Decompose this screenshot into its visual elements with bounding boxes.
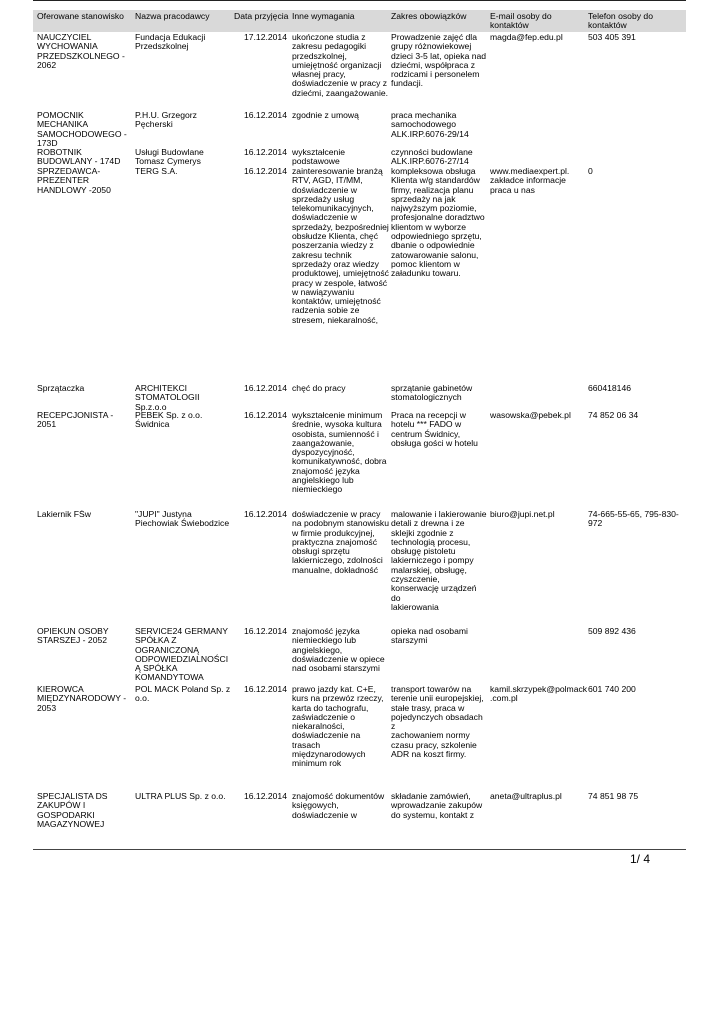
cell-employer: ARCHITEKCI STOMATOLOGII Sp.z.o.o: [135, 384, 200, 412]
cell-phone: 0: [588, 167, 593, 176]
cell-duties: kompleksowa obsługa Klienta w/g standardów firmy, realizacja planu sprzedaży na jak najwyższym poziomie, profesjonalne doradztwo klientom w wyborze odpowiedniego sprzętu, dbanie o odpowiednie zatowarowanie salonu, pomoc klientom w załadunku towaru.: [391, 167, 485, 279]
cell-date: 16.12.2014: [243, 411, 287, 420]
cell-requirements: wykształcenie minimum średnie, wysoka kultura osobista, sumienność i zaangażowanie, dyspozycyjność, komunikatywność, dobra znajomość języka angielskiego lub niemieckiego: [292, 411, 387, 495]
cell-phone: 601 740 200: [588, 685, 636, 694]
cell-duties: Prowadzenie zajęć dla grupy różnowiekowej dzieci 3-5 lat, opieka nad dziećmi, współpraca z rodzicami i personelem fundacji.: [391, 33, 487, 89]
cell-phone: 74 851 98 75: [588, 792, 639, 801]
cell-email[interactable]: kamil.skrzypek@polmack .com.pl: [490, 685, 587, 704]
cell-employer: SERVICE24 GERMANY SPÓŁKA Z OGRANICZONĄ ODPOWIEDZIALNOŚCI Ą SPÓŁKA KOMANDYTOWA: [135, 627, 229, 683]
cell-date: 16.12.2014: [243, 510, 287, 519]
cell-duties: sprzątanie gabinetów stomatologicznych: [391, 384, 473, 403]
cell-requirements: ukończone studia z zakresu pedagogiki przedszkolnej, umiejętność organizacji własnej pracy, doświadczenie w pracy z dziećmi, zaangażowanie.: [292, 33, 389, 98]
cell-requirements: zgodnie z umową: [292, 111, 359, 120]
cell-position: NAUCZYCIEL WYCHOWANIA PRZEDSZKOLNEGO - 2062: [37, 33, 125, 70]
cell-duties: transport towarów na terenie unii europejskiej, stałe trasy, praca w pojedynczych obsadach z zachowaniem normy czasu pracy, szkolenie ADR na koszt firmy.: [391, 685, 484, 760]
cell-date: 16.12.2014: [243, 167, 287, 176]
cell-duties: czynności budowlane ALK.IRP.6076-27/14: [391, 148, 473, 167]
cell-requirements: znajomość języka niemieckiego lub angielskiego, doświadczenie w opiece nad osobami starszymi: [292, 627, 385, 674]
header-email: E-mail osoby do kontaktów: [490, 11, 552, 31]
cell-position: POMOCNIK MECHANIKA SAMOCHODOWEGO - 173D: [37, 111, 127, 148]
cell-date: 17.12.2014: [243, 33, 287, 42]
cell-date: 16.12.2014: [243, 792, 287, 801]
cell-email[interactable]: www.mediaexpert.pl. zakładce informacje praca u nas: [490, 167, 570, 195]
cell-date: 16.12.2014: [243, 384, 287, 393]
cell-position: RECEPCJONISTA - 2051: [37, 411, 114, 430]
cell-duties: Praca na recepcji w hotelu *** FADO w centrum Świdnicy, obsługa gości w hotelu: [391, 411, 478, 448]
cell-employer: PEBEK Sp. z o.o. Świdnica: [135, 411, 203, 430]
cell-email[interactable]: wasowska@pebek.pl: [490, 411, 571, 420]
cell-position: SPECJALISTA DS ZAKUPÓW I GOSPODARKI MAGAZYNOWEJ: [37, 792, 108, 829]
cell-phone: 660418146: [588, 384, 632, 393]
top-rule: [33, 0, 686, 1]
cell-position: KIEROWCA MIĘDZYNARODOWY - 2053: [37, 685, 127, 713]
cell-duties: opieka nad osobami starszymi: [391, 627, 468, 646]
cell-requirements: chęć do pracy: [292, 384, 346, 393]
header-oferowane-stanowisko: Oferowane stanowisko: [37, 11, 124, 21]
cell-phone: 509 892 436: [588, 627, 636, 636]
bottom-rule: [33, 849, 686, 850]
cell-email[interactable]: magda@fep.edu.pl: [490, 33, 563, 42]
cell-duties: składanie zamówień, wprowadzanie zakupów do systemu, kontakt z: [391, 792, 483, 820]
cell-position: Lakiernik FŚw: [37, 510, 91, 519]
cell-position: Sprzątaczka: [37, 384, 85, 393]
cell-duties: malowanie i lakierowanie detali z drewna i ze sklejki zgodnie z technologią procesu, obsługę pistoletu lakierniczego i pompy malarskiej, obsługę, czyszczenie, konserwację urządzeń do lakierowania: [391, 510, 487, 612]
cell-phone: 74-665-55-65, 795-830- 972: [588, 510, 679, 529]
cell-email[interactable]: aneta@ultraplus.pl: [490, 792, 562, 801]
cell-employer: TERG S.A.: [135, 167, 178, 176]
cell-employer: "JUPI" Justyna Piechowiak Świebodzice: [135, 510, 230, 529]
cell-position: ROBOTNIK BUDOWLANY - 174D: [37, 148, 121, 167]
cell-employer: Usługi Budowlane Tomasz Cymerys: [135, 148, 204, 167]
cell-requirements: zainteresowanie branżą RTV, AGD, IT/MM, doświadczenie w sprzedaży usług telekomunikacyjnych, doświadczenie w sprzedaży, bezpośredniej obsłudze Klienta, chęć poszerzania wiedzy z zakresu technik sprzedaży oraz wiedzy produktowej, umiejętność pracy w zespole, łatwość w nawiązywaniu kontaktów, umiejętność radzenia sobie ze stresem, niekaralność,: [292, 167, 389, 325]
cell-position: OPIEKUN OSOBY STARSZEJ - 2052: [37, 627, 109, 646]
cell-date: 16.12.2014: [243, 111, 287, 120]
cell-date: 16.12.2014: [243, 627, 287, 636]
header-telefon: Telefon osoby do kontaktów: [588, 11, 653, 31]
cell-employer: Fundacja Edukacji Przedszkolnej: [135, 33, 206, 52]
header-nazwa-pracodawcy: Nazwa pracodawcy: [135, 11, 210, 21]
header-zakres-obowiazkow: Zakres obowiązków: [391, 11, 467, 21]
cell-employer: POL MACK Poland Sp. z o.o.: [135, 685, 231, 704]
cell-position: SPRZEDAWCA- PREZENTER HANDLOWY -2050: [37, 167, 111, 195]
cell-phone: 74 852 06 34: [588, 411, 639, 420]
header-data-przyjecia: Data przyjęcia: [234, 11, 289, 21]
cell-requirements: znajomość dokumentów księgowych, doświadczenie w: [292, 792, 385, 820]
cell-phone: 503 405 391: [588, 33, 636, 42]
page-number: 1/ 4: [629, 852, 650, 866]
cell-employer: ULTRA PLUS Sp. z o.o.: [135, 792, 226, 801]
cell-date: 16.12.2014: [243, 685, 287, 694]
cell-requirements: wykształcenie podstawowe: [292, 148, 346, 167]
cell-requirements: doświadczenie w pracy na podobnym stanowisku w firmie produkcyjnej, praktyczna znajomość obsługi sprzętu lakierniczego, zdolności manualne, dokładność: [292, 510, 389, 575]
header-inne-wymagania: Inne wymagania: [292, 11, 355, 21]
cell-requirements: prawo jazdy kat. C+E, kurs na przewóz rzeczy, karta do tachografu, zaświadczenie o niekaralności, doświadczenie na trasach międzynarodowych minimum rok: [292, 685, 384, 769]
cell-date: 16.12.2014: [243, 148, 287, 157]
cell-email[interactable]: biuro@jupi.net.pl: [490, 510, 555, 519]
cell-employer: P.H.U. Grzegorz Pęcherski: [135, 111, 197, 130]
cell-duties: praca mechanika samochodowego ALK.IRP.6076-29/14: [391, 111, 469, 139]
